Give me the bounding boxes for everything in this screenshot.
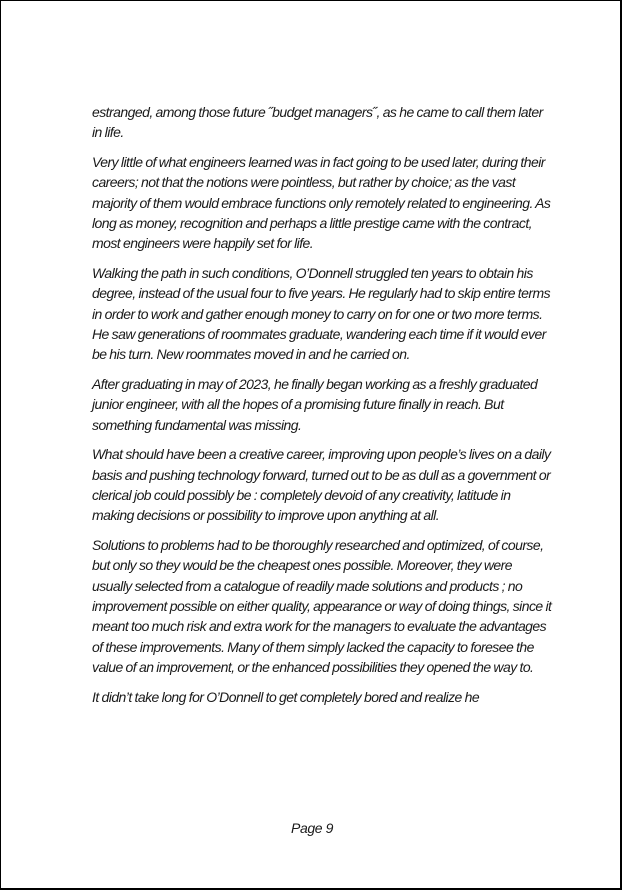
paragraph: It didn’t take long for O’Donnell to get completely bored and realize he: [92, 688, 480, 705]
paragraph: What should have been a creative career, improving upon people’s lives on a daily basis and pushing technology forward, turned out to be as dull as a government or clerical job could possibly be : completely devoid of any creativity, latitude in making decisions or possibility to improve upon anything at all.: [92, 446, 551, 524]
paragraph: Solutions to problems had to be thoroughly researched and optimized, of course, but only so they would be the cheapest ones possible. Moreover, they were usually selected from a catalogue of readily made solutions and products ; no improvement possible on either quality, appearance or way of doing things, since it meant too much risk and extra work for the managers to evaluate the advantages of these improvements. Many of them simply lacked the capacity to foresee the value of an improvement, or the enhanced possibilities they opened the way to.: [92, 537, 552, 675]
page-number: Page 9: [291, 820, 333, 836]
paragraph: Very little of what engineers learned was in fact going to be used later, during their careers; not that the notions were pointless, but rather by choice; as the vast majority of them would embrace functions only remotely related to engineering. As long as money, recognition and perhaps a little prestige came with the contract, most engineers were happily set for life.: [92, 154, 551, 252]
paragraph: estranged, among those future ˝budget managers˝, as he came to call them later in life.: [92, 104, 543, 141]
paragraph: After graduating in may of 2023, he finally began working as a freshly graduated junior engineer, with all the hopes of a promising future finally in reach. But something fundamental was missing.: [92, 376, 538, 433]
page-body: [92, 102, 552, 717]
paragraph: Walking the path in such conditions, O’Donnell struggled ten years to obtain his degree, instead of the usual four to five years. He regularly had to skip entire terms in order to work and gather enough money to carry on for one or two more terms. He saw generations of roommates graduate, wandering each time if it would ever be his turn. New roommates moved in and he carried on.: [92, 265, 551, 363]
